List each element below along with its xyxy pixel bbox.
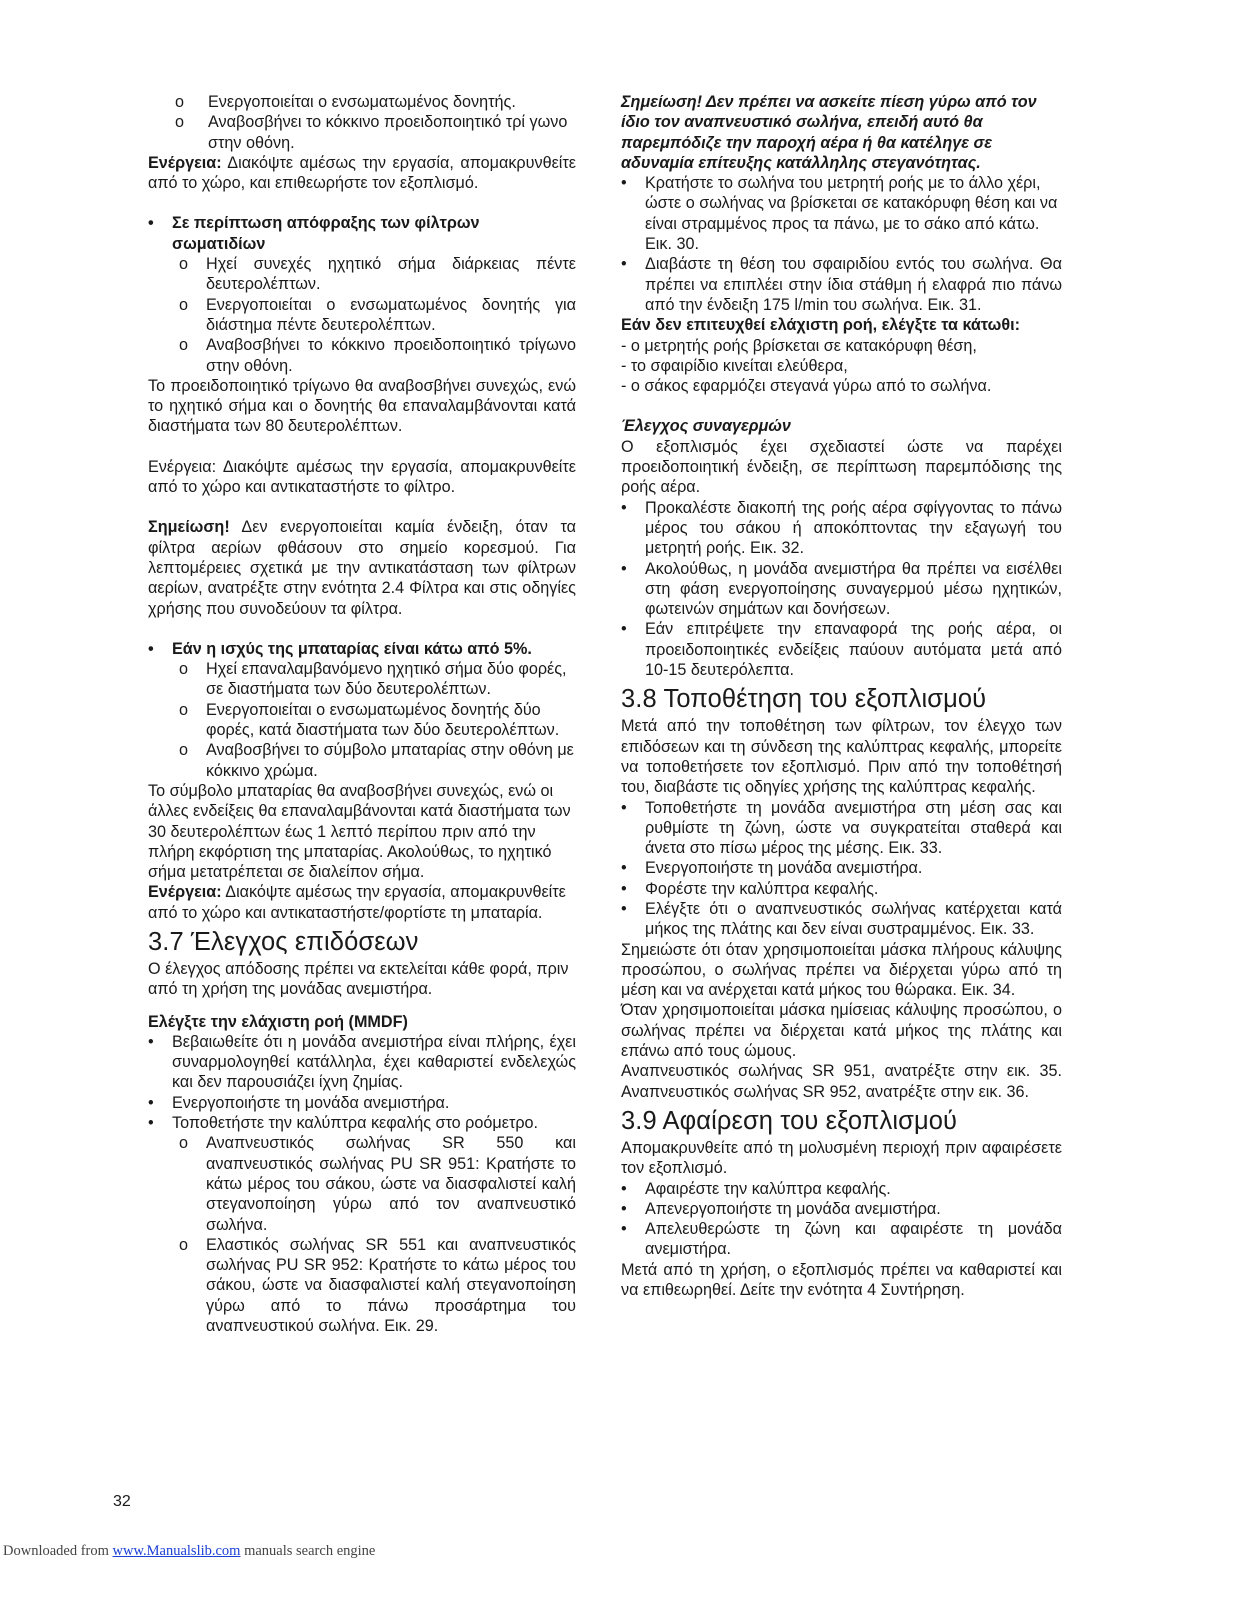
section-title-3-8: 3.8 Τοποθέτηση του εξοπλισμού [621,685,987,714]
section-intro: Ο έλεγχος απόδοσης πρέπει να εκτελείται κάθε φορά, πριν από τη χρήση της μονάδας ανεμιστήρα. [148,959,569,999]
list-item: • Ακολούθως, η μονάδα ανεμιστήρα θα πρέπει να εισέλθει στη φάση ενεργοποίησης συναγερμού μέσω ηχητικών, φωτεινών σημάτων και δονήσεων. [621,559,1062,619]
list-item: o Ενεργοποιείται ο ενσωματωμένος δονητής για διάστημα πέντε δευτερολέπτων. [179,295,576,334]
filter-action: Ενέργεια: Διακόψτε αμέσως την εργασία, απομακρυνθείτε από το χώρο και αντικαταστήστε το φίλτρο. [148,457,576,497]
list-item: o Ενεργοποιείται ο ενσωματωμένος δονητής δύο φορές, κατά διαστήματα των δύο δευτερολέπτων. [179,700,560,740]
paragraph: Αναπνευστικός σωλήνας SR 951, ανατρέξτε στην εικ. 35. Αναπνευστικός σωλήνας SR 952, ανατρέξτε στην εικ. 36. [621,1062,1062,1101]
list-item: o Ενεργοποιείται ο ενσωματωμένος δονητής. [175,93,516,111]
list-item: o Ηχεί επαναλαμβανόμενο ηχητικό σήμα δύο φορές, σε διαστήματα των δύο δευτερολέπτων. [179,660,567,699]
section-title-3-9: 3.9 Αφαίρεση του εξοπλισμού [621,1106,958,1135]
dash-item: - ο μετρητής ροής βρίσκεται σε κατακόρυφη θέση, [621,336,977,355]
battery-heading: • Εάν η ισχύς της μπαταρίας είναι κάτω από 5%. [148,639,532,658]
filter-paragraph: Το προειδοποιητικό τρίγωνο θα αναβοσβήνει συνεχώς, ενώ το ηχητικό σήμα και ο δονητής θα επαναλαμβάνονται κατά διαστήματα των 80 δευτερολέπτων. [148,376,576,436]
action-paragraph: Ενέργεια: Διακόψτε αμέσως την εργασία, απομακρυνθείτε από το χώρο και αντικαταστήστε/φορτίστε τη μπαταρία. [148,883,566,922]
list-item: o Αναβοσβήνει το κόκκινο προειδοποιητικό τρίγωνο στην οθόνη. [179,336,576,375]
section-outro: Μετά από τη χρήση, ο εξοπλισμός πρέπει να καθαριστεί και να επιθεωρηθεί. Δείτε την ενότητα 4 Συντήρηση. [621,1260,1062,1300]
action-paragraph: Ενέργεια: Διακόψτε αμέσως την εργασία, απομακρυνθείτε από το χώρο, και επιθεωρήστε τον εξοπλισμό. [148,153,576,193]
list-item: • Τοποθετήστε τη μονάδα ανεμιστήρα στη μέση σας και ρυθμίστε τη ζώνη, ώστε να συγκρατείται σταθερά και άνετα στο πίσω μέρος της μέσης. Εικ. 33. [621,798,1062,858]
right-column [621,92,1062,1300]
list-item: • Αφαιρέστε την καλύπτρα κεφαλής. [621,1179,891,1198]
section-intro: Μετά από την τοποθέτηση των φίλτρων, τον έλεγχο των επιδόσεων και τη σύνδεση της καλύπτρας κεφαλής, μπορείτε να τοποθετήσετε τον εξοπλισμό. Πριν από την τοποθέτησή του, διαβάστε τις οδηγίες χρήσης της καλύπτρας κεφαλής. [621,717,1062,797]
alarm-heading: Έλεγχος συναγερμών [621,417,791,436]
paragraph: Όταν χρησιμοποιείται μάσκα ημίσειας κάλυψης προσώπου, ο σωλήνας πρέπει να διέρχεται κατά μήκος της πλάτης και επάνω από τους ώμους. [621,1001,1062,1061]
left-column [148,92,576,1336]
list-item: o Ελαστικός σωλήνας SR 551 και αναπνευστικός σωλήνας PU SR 952: Κρατήστε το κάτω μέρος του σάκου, ώστε να διασφαλιστεί καλή στεγανοποίηση γύρω από το πάνω προσάρτημα του αναπνευστικού σωλήνα. Εικ. 29. [179,1235,576,1336]
dash-item: - το σφαιρίδιο κινείται ελεύθερα, [621,356,848,375]
list-item: o Αναπνευστικός σωλήνας SR 550 και αναπνευστικός σωλήνας PU SR 951: Κρατήστε το κάτω μέρος του σάκου, ώστε να διασφαλιστεί καλή στεγανοποίηση γύρω από τον αναπνευστικό σωλήνα. [179,1134,576,1234]
alarm-intro: Ο εξοπλισμός έχει σχεδιαστεί ώστε να παρέχει προειδοποιητική ένδειξη, σε περίπτωση παρεμπόδισης της ροής αέρα. [621,437,1062,497]
list-item: o Ηχεί συνεχές ηχητικό σήμα διάρκειας πέντε δευτερολέπτων. [179,255,576,294]
figure-reference: Εικ. 30. [645,235,699,254]
mmdf-heading: Ελέγξτε την ελάχιστη ροή (MMDF) [148,1012,408,1031]
list-item: • Κρατήστε το σωλήνα του μετρητή ροής με το άλλο χέρι, ώστε ο σωλήνας να βρίσκεται σε κατακόρυφη θέση και να είναι στραμμένος προς τα πάνω, με το σάκο από κάτω. Εικ. 30. [621,174,1058,254]
note-paragraph: Σημείωση! Δεν ενεργοποιείται καμία ένδειξη, όταν τα φίλτρα αερίων φθάσουν στο σημείο κορεσμού. Για λεπτομέρειες σχετικά με την αντικατάσταση των φίλτρων αερίων, ανατρέξτε στην ενότητα 2.4 Φίλτρα και στις οδηγίες χρήσης που συνοδεύουν τα φίλτρα. [148,518,576,618]
list-item: o Αναβοσβήνει το σύμβολο μπαταρίας στην οθόνη με κόκκινο χρώμα. [179,741,574,780]
list-item: • Βεβαιωθείτε ότι η μονάδα ανεμιστήρα είναι πλήρης, έχει συναρμολογηθεί κατάλληλα, έχει καθαριστεί ενδελεχώς και δεν παρουσιάζει ίχνη ζημίας. [148,1032,576,1092]
list-item: • Απελευθερώστε τη ζώνη και αφαιρέστε τη μονάδα ανεμιστήρα. [621,1220,1062,1259]
paragraph: Σημειώστε ότι όταν χρησιμοποιείται μάσκα πλήρους κάλυψης προσώπου, ο σωλήνας πρέπει να διέρχεται γύρω από τη μέση και να ανέρχεται κατά μήκος του θώρακα. Εικ. 34. [621,940,1062,1000]
list-item: • Τοποθετήστε την καλύπτρα κεφαλής στο ροόμετρο. [148,1114,539,1133]
dash-item: - ο σάκος εφαρμόζει στεγανά γύρω από το σωλήνα. [621,377,992,396]
battery-paragraph: Το σύμβολο μπαταρίας θα αναβοσβήνει συνεχώς, ενώ οι άλλες ενδείξεις θα επαναλαμβάνονται κατά διαστήματα των 30 δευτερολέπτων έως 1 λεπτό περίπου πριν από την πλήρη εκφόρτιση της μπαταρίας. Ακολούθως, το ηχητικό σήμα μετατρέπεται σε διαλείπον σήμα. [148,781,571,882]
minflow-heading: Εάν δεν επιτευχθεί ελάχιστη ροή, ελέγξτε τα κάτωθι: [621,316,1020,335]
page-number: 32 [113,1493,131,1510]
list-item: o Αναβοσβήνει το κόκκινο προειδοποιητικό τρί γωνο στην οθόνη. [175,113,568,152]
list-item: • Εάν επιτρέψετε την επαναφορά της ροής αέρα, οι προειδοποιητικές ενδείξεις παύουν αυτόματα μετά από 10-15 δευτερόλεπτα. [621,620,1062,680]
list-item: • Ελέγξτε ότι ο αναπνευστικός σωλήνας κατέρχεται κατά μήκος της πλάτης και δεν είναι συστραμμένος. Εικ. 33. [621,899,1062,939]
list-item: • Φορέστε την καλύπτρα κεφαλής. [621,879,879,898]
filter-block-heading: • Σε περίπτωση απόφραξης των φίλτρων σωματιδίων [148,214,480,253]
download-footer: Downloaded from www.Manualslib.com manuals search engine [3,1543,376,1559]
list-item: • Προκαλέστε διακοπή της ροής αέρα σφίγγοντας το πάνω μέρος του σάκου ή αποκόπτοντας την εξαγωγή του μετρητή ροής. Εικ. 32. [621,498,1062,558]
list-item: • Διαβάστε τη θέση του σφαιριδίου εντός του σωλήνα. Θα πρέπει να επιπλέει στην ίδια στάθμη ή ελαφρά πιο πάνω από την ένδειξη 175 l/min του σωλήνα. Εικ. 31. [621,255,1062,314]
list-item: • Απενεργοποιήστε τη μονάδα ανεμιστήρα. [621,1199,941,1218]
list-item: • Ενεργοποιήστε τη μονάδα ανεμιστήρα. [148,1093,450,1112]
manualslib-link[interactable]: www.Manualslib.com [112,1543,241,1559]
section-intro: Απομακρυνθείτε από τη μολυσμένη περιοχή πριν αφαιρέσετε τον εξοπλισμό. [621,1138,1062,1178]
list-item: • Ενεργοποιήστε τη μονάδα ανεμιστήρα. [621,859,923,878]
section-title-3-7: 3.7 Έλεγχος επιδόσεων [148,927,419,956]
note-warning: Σημείωση! Δεν πρέπει να ασκείτε πίεση γύρω από τον ίδιο τον αναπνευστικό σωλήνα, επειδή αυτό θα παρεμπόδιζε την παροχή αέρα ή θα κατέληγε σε αδυναμία επίτευξης κατάλληλης στεγανότητας. [621,93,1037,172]
